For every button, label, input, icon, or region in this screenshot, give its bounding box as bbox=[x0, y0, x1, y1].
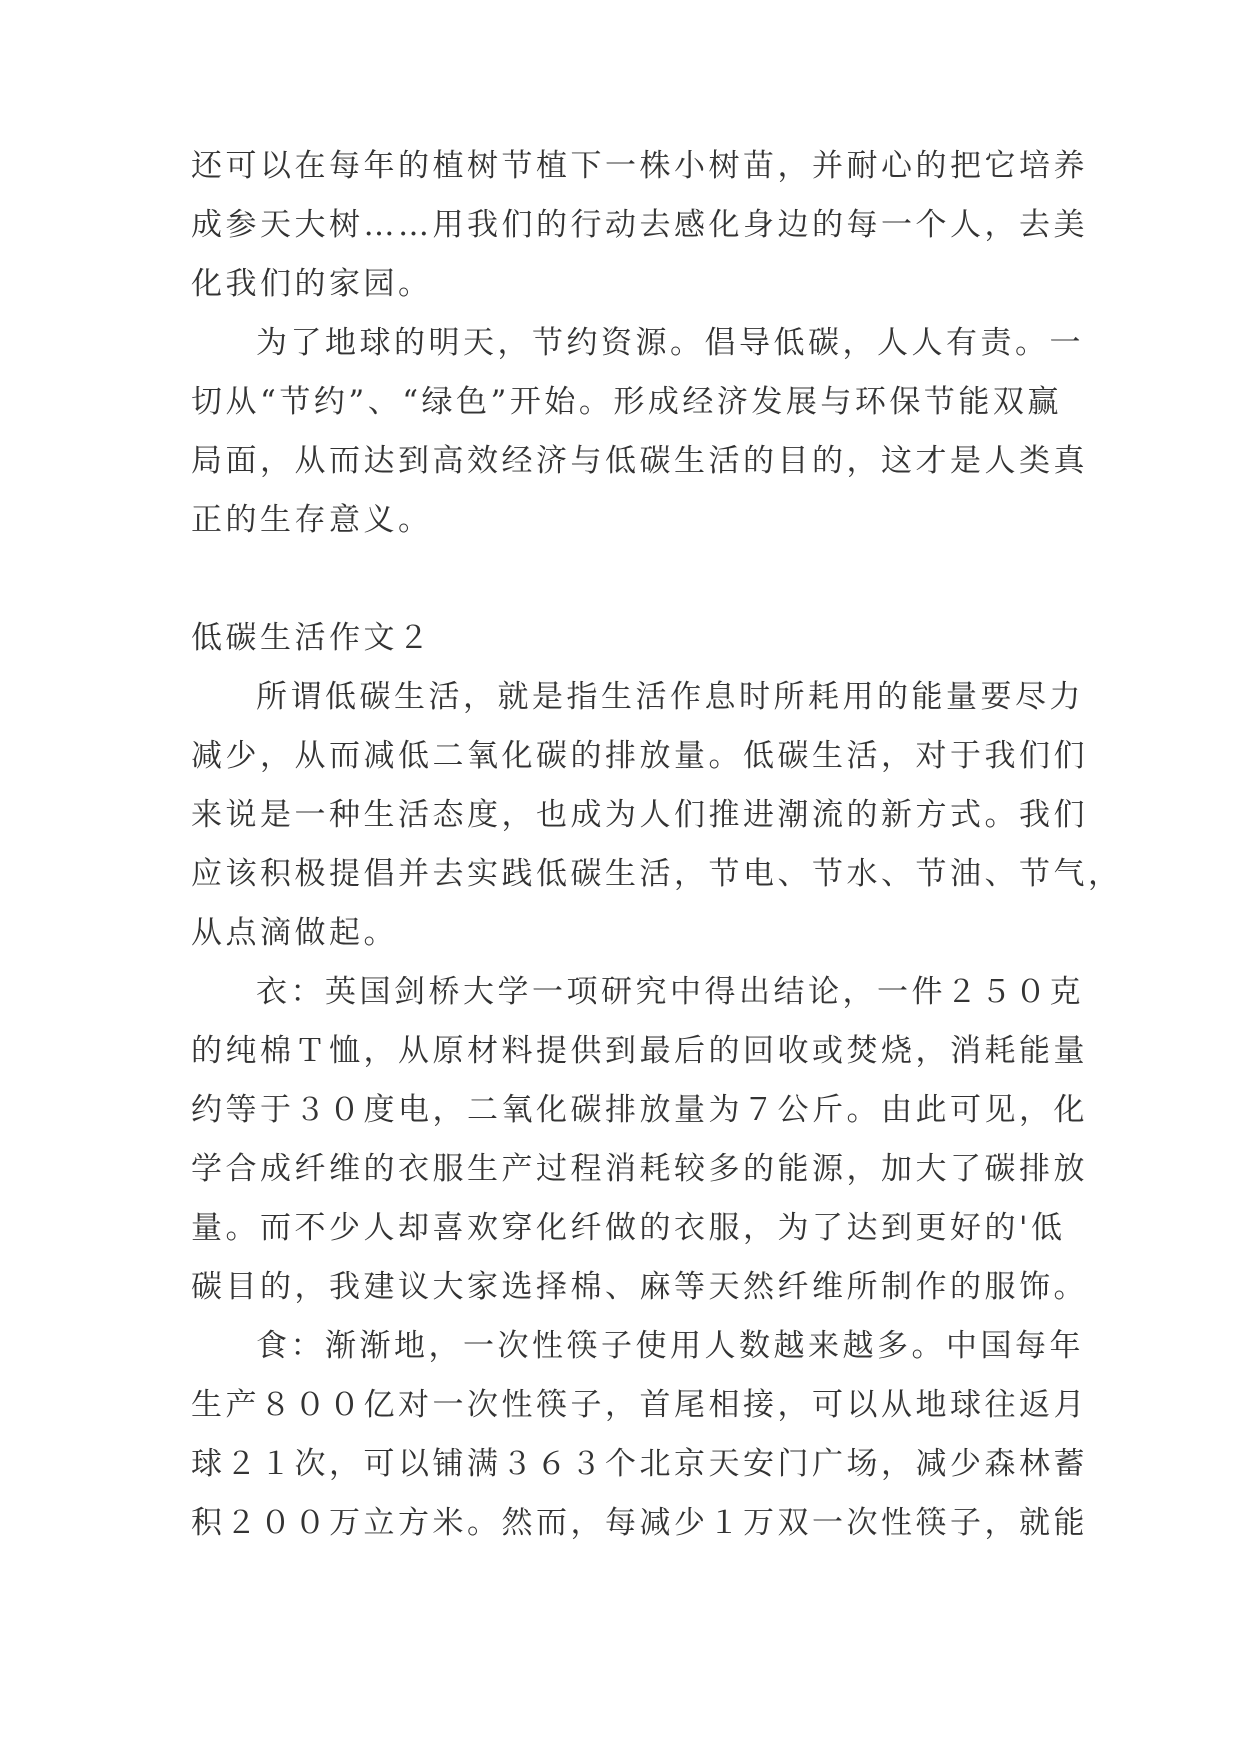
section-title: 低碳生活作文２ bbox=[191, 620, 433, 656]
paragraph-line: 正的生存意义。 bbox=[191, 502, 433, 538]
paragraph-line: 为了地球的明天，节约资源。倡导低碳，人人有责。一 bbox=[256, 325, 1084, 361]
paragraph-line: 减少，从而减低二氧化碳的排放量。低碳生活，对于我们们 bbox=[191, 738, 1088, 774]
paragraph-line: 积２００万立方米。然而，每减少１万双一次性筷子，就能 bbox=[191, 1505, 1088, 1541]
paragraph-line: 化我们的家园。 bbox=[191, 266, 433, 302]
paragraph-line: 局面，从而达到高效经济与低碳生活的目的，这才是人类真 bbox=[191, 443, 1088, 479]
paragraph-line: 从点滴做起。 bbox=[191, 915, 398, 951]
paragraph-line: 球２１次，可以铺满３６３个北京天安门广场，减少森林蓄 bbox=[191, 1446, 1088, 1482]
paragraph-line: 学合成纤维的衣服生产过程消耗较多的能源，加大了碳排放 bbox=[191, 1151, 1088, 1187]
paragraph-line: 应该积极提倡并去实践低碳生活，节电、节水、节油、节气， bbox=[191, 856, 1123, 892]
paragraph-line: 食：渐渐地，一次性筷子使用人数越来越多。中国每年 bbox=[256, 1328, 1084, 1364]
paragraph-line: 生产８００亿对一次性筷子，首尾相接，可以从地球往返月 bbox=[191, 1387, 1088, 1423]
paragraph-line: 来说是一种生活态度，也成为人们推进潮流的新方式。我们 bbox=[191, 797, 1088, 833]
paragraph-line: 的纯棉Ｔ恤，从原材料提供到最后的回收或焚烧，消耗能量 bbox=[191, 1033, 1088, 1069]
paragraph-line: 碳目的，我建议大家选择棉、麻等天然纤维所制作的服饰。 bbox=[191, 1269, 1088, 1305]
paragraph-line: 所谓低碳生活，就是指生活作息时所耗用的能量要尽力 bbox=[256, 679, 1084, 715]
paragraph-line: 成参天大树……用我们的行动去感化身边的每一个人，去美 bbox=[191, 207, 1088, 243]
paragraph-line: 衣：英国剑桥大学一项研究中得出结论，一件２５０克 bbox=[256, 974, 1084, 1010]
paragraph-line: 切从“节约”、“绿色”开始。形成经济发展与环保节能双赢 bbox=[191, 384, 1062, 420]
paragraph-line: 量。而不少人却喜欢穿化纤做的衣服，为了达到更好的'低 bbox=[191, 1210, 1066, 1246]
paragraph-line: 约等于３０度电，二氧化碳排放量为７公斤。由此可见，化 bbox=[191, 1092, 1088, 1128]
paragraph-line: 还可以在每年的植树节植下一株小树苗，并耐心的把它培养 bbox=[191, 148, 1088, 184]
